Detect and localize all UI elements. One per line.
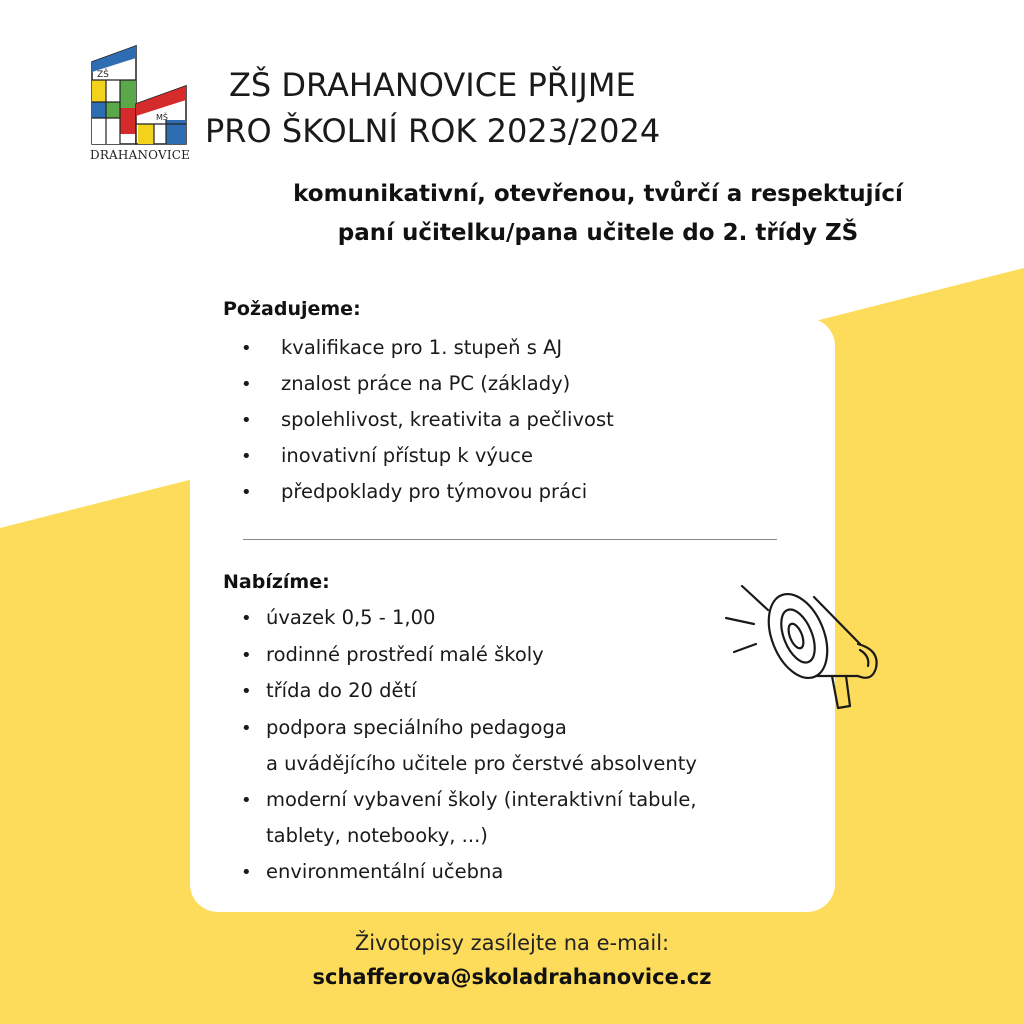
- offer-text-continuation: a uvádějícího učitele pro čerstvé absolventy: [266, 752, 697, 775]
- bullet: •: [241, 374, 252, 395]
- bullet: •: [241, 482, 252, 503]
- requirement-text: inovativní přístup k výuce: [281, 444, 533, 467]
- bullet: •: [241, 446, 252, 467]
- requirement-text: spolehlivost, kreativita a pečlivost: [281, 408, 614, 431]
- school-logo: [86, 44, 196, 164]
- bullet: •: [241, 644, 252, 666]
- offer-list: [241, 600, 697, 890]
- offer-text: moderní vybavení školy (interaktivní tabule,: [266, 787, 697, 811]
- list-item: [241, 474, 614, 510]
- bullet: •: [241, 608, 252, 629]
- offer-text: environmentální učebna: [266, 859, 504, 883]
- requirements-list: [241, 330, 614, 510]
- subtitle-line-1: komunikativní, otevřenou, tvůrčí a respektující: [293, 181, 903, 207]
- list-item: [241, 402, 614, 438]
- list-item: [241, 438, 614, 474]
- list-item: [241, 782, 697, 854]
- logo-caption: DRAHANOVICE: [90, 148, 191, 162]
- list-item: [241, 854, 697, 891]
- footer: [0, 926, 1024, 994]
- list-item: [241, 673, 697, 710]
- list-item: [241, 637, 697, 674]
- offer-text: třída do 20 dětí: [266, 679, 417, 702]
- bullet: •: [241, 789, 252, 811]
- requirement-text: znalost práce na PC (základy): [281, 372, 571, 395]
- megaphone-icon: [720, 580, 890, 720]
- bullet: •: [241, 338, 252, 359]
- offer-text: podpora speciálního pedagoga: [266, 715, 567, 739]
- offer-text: úvazek 0,5 - 1,00: [266, 606, 436, 629]
- requirement-text: předpoklady pro týmovou práci: [281, 480, 588, 503]
- offer-text-continuation: tablety, notebooky, ...): [266, 824, 488, 847]
- logo-label-ms: MŠ: [156, 113, 168, 122]
- bullet: •: [241, 681, 252, 702]
- list-item: [241, 330, 614, 366]
- requirement-text: kvalifikace pro 1. stupeň s AJ: [281, 336, 563, 359]
- subtitle-line-2: paní učitelku/pana učitele do 2. třídy ZŠ: [337, 220, 859, 246]
- page-title: [205, 62, 660, 154]
- section-divider: [243, 539, 777, 540]
- position-description: [248, 175, 948, 253]
- offer-heading: Nabízíme:: [223, 571, 330, 593]
- bullet: •: [241, 861, 252, 883]
- requirements-heading: Požadujeme:: [223, 298, 361, 320]
- offer-text: rodinné prostředí malé školy: [266, 642, 544, 666]
- contact-email[interactable]: schafferova@skoladrahanovice.cz: [312, 965, 712, 989]
- list-item: [241, 366, 614, 402]
- list-item: [241, 710, 697, 782]
- bullet: •: [241, 717, 252, 739]
- footer-text: Životopisy zasílejte na e-mail:: [354, 931, 670, 955]
- title-line-1: ZŠ DRAHANOVICE PŘIJME: [229, 66, 636, 104]
- logo-label-zs: ZŠ: [97, 70, 109, 80]
- bullet: •: [241, 410, 252, 431]
- list-item: [241, 600, 697, 637]
- title-line-2: PRO ŠKOLNÍ ROK 2023/2024: [205, 112, 661, 150]
